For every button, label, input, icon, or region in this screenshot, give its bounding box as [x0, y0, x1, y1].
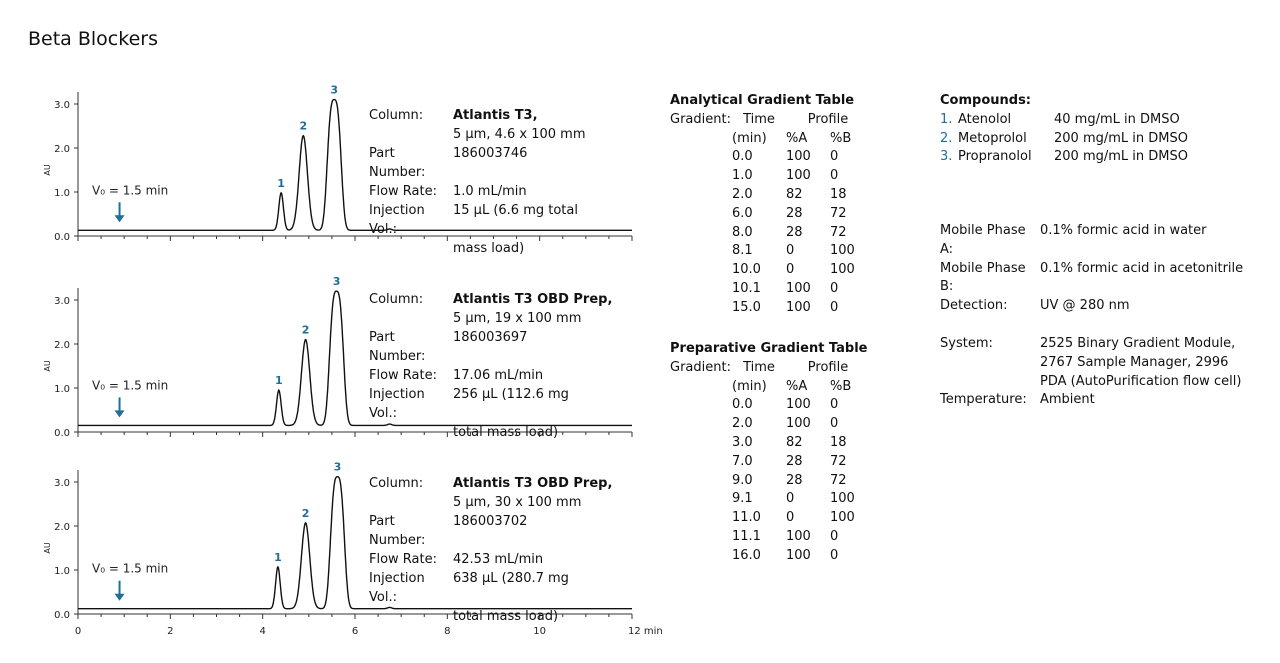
- percent-b-cell: 100: [830, 262, 855, 278]
- y-tick-label: 0.0: [54, 428, 70, 439]
- percent-a-cell: 0: [786, 510, 795, 526]
- peak-label: 2: [299, 119, 308, 133]
- down-arrow-icon: [115, 410, 125, 417]
- y-tick-label: 3.0: [54, 296, 70, 307]
- time-cell: 2.0: [732, 186, 753, 202]
- peak-label: 3: [332, 275, 341, 289]
- column-spec: 5 μm, 30 x 100 mm: [453, 495, 582, 510]
- a-label: %A: [786, 378, 808, 394]
- temperature-value: Ambient: [1040, 392, 1095, 408]
- table-row: [670, 186, 870, 205]
- flow-value: 42.53 mL/min: [453, 552, 544, 567]
- percent-a-cell: 28: [786, 205, 803, 221]
- percent-a-cell: 100: [786, 280, 811, 296]
- y-tick-label: 1.0: [54, 188, 70, 199]
- percent-b-cell: 18: [830, 434, 847, 450]
- peak-label: 1: [277, 176, 285, 190]
- temperature-key: Temperature:: [940, 392, 1027, 408]
- conditions-block: [940, 222, 1243, 410]
- gradient-label: Gradient:: [670, 111, 731, 127]
- down-arrow-icon: [115, 215, 125, 222]
- table-row: [670, 224, 870, 243]
- percent-a-cell: 100: [786, 168, 811, 184]
- injection-key: Injection Vol.:: [369, 203, 425, 237]
- peak-label: 1: [274, 550, 282, 564]
- x-tick-label: 2: [167, 626, 174, 637]
- percent-a-cell: 28: [786, 453, 803, 469]
- profile-label: Profile: [807, 359, 849, 375]
- y-axis-label: AU: [43, 542, 52, 554]
- y-tick-label: 2.0: [54, 144, 70, 155]
- profile-label: Profile: [807, 111, 849, 127]
- compound-name: Metoprolol: [958, 130, 1027, 146]
- percent-a-cell: 28: [786, 472, 803, 488]
- peak-label: 1: [274, 374, 283, 388]
- y-tick-label: 1.0: [54, 384, 70, 395]
- time-cell: 0.0: [732, 397, 753, 413]
- v0-label: V₀ = 1.5 min: [92, 561, 169, 576]
- down-arrow-icon: [115, 594, 125, 601]
- y-tick-label: 2.0: [54, 340, 70, 351]
- percent-b-cell: 72: [830, 224, 847, 240]
- column-spec: 5 μm, 4.6 x 100 mm: [453, 127, 586, 142]
- time-label: Time: [743, 359, 775, 375]
- peak-label: 3: [333, 460, 342, 474]
- flow-value: 17.06 mL/min: [453, 368, 544, 383]
- compounds-block: [940, 92, 1188, 167]
- column-spec: 5 μm, 19 x 100 mm: [453, 311, 582, 326]
- percent-a-cell: 0: [786, 243, 795, 259]
- compound-item: [940, 130, 1188, 149]
- percent-a-cell: 100: [786, 397, 811, 413]
- b-label: %B: [830, 130, 852, 146]
- system-key: System:: [940, 335, 993, 351]
- injection-value: 638 μL (280.7 mg: [453, 571, 569, 586]
- part-value: 186003746: [453, 146, 528, 161]
- peak-label: 2: [301, 323, 310, 337]
- time-cell: 15.0: [732, 299, 761, 315]
- system-value-cont: 2767 Sample Manager, 2996: [1040, 354, 1229, 370]
- panel-1-info: [369, 106, 586, 258]
- percent-b-cell: 0: [830, 397, 839, 413]
- flow-key: Flow Rate:: [369, 368, 437, 383]
- table-row: [670, 167, 870, 186]
- percent-b-cell: 0: [830, 149, 839, 165]
- part-key: Part Number:: [369, 330, 426, 364]
- compound-number: 2.: [940, 130, 953, 146]
- peak-label: 3: [330, 83, 339, 97]
- table-title: Preparative Gradient Table: [670, 341, 868, 356]
- injection-key: Injection Vol.:: [369, 387, 425, 421]
- x-tick-label: 8: [444, 626, 451, 637]
- panel-3-info: [369, 474, 612, 626]
- injection-value: 256 μL (112.6 mg: [453, 387, 569, 402]
- y-axis-label: AU: [43, 360, 52, 372]
- compound-name: Atenolol: [958, 111, 1012, 127]
- v0-label: V₀ = 1.5 min: [92, 378, 169, 393]
- table-row: [670, 396, 870, 415]
- flow-value: 1.0 mL/min: [453, 184, 527, 199]
- table-row: [670, 205, 870, 224]
- compound-conc: 200 mg/mL in DMSO: [1054, 149, 1188, 165]
- percent-b-cell: 0: [830, 280, 839, 296]
- unit-label: (min): [732, 130, 767, 146]
- percent-a-cell: 28: [786, 224, 803, 240]
- injection-value-cont: mass load): [453, 241, 525, 256]
- percent-b-cell: 100: [830, 243, 855, 259]
- table-row: [670, 299, 870, 318]
- compounds-title: Compounds:: [940, 93, 1032, 108]
- column-value: Atlantis T3,: [453, 108, 538, 123]
- detection-key: Detection:: [940, 298, 1008, 314]
- x-tick-label: 0: [74, 626, 82, 637]
- compound-conc: 200 mg/mL in DMSO: [1054, 130, 1188, 146]
- part-key: Part Number:: [369, 514, 426, 548]
- y-tick-label: 3.0: [54, 100, 70, 111]
- time-cell: 3.0: [732, 434, 753, 450]
- time-cell: 11.0: [732, 510, 761, 526]
- column-key: Column:: [369, 476, 424, 491]
- table-row: [670, 509, 870, 528]
- compound-name: Propranolol: [958, 149, 1032, 165]
- time-cell: 8.1: [732, 243, 753, 259]
- percent-a-cell: 100: [786, 547, 811, 563]
- table-row: [670, 261, 870, 280]
- compound-item: [940, 148, 1188, 167]
- part-value: 186003702: [453, 514, 528, 529]
- y-tick-label: 1.0: [54, 566, 70, 577]
- table-row: [670, 148, 870, 167]
- compound-item: [940, 111, 1188, 130]
- x-tick-label: 12 min: [628, 626, 663, 637]
- percent-b-cell: 72: [830, 472, 847, 488]
- table-title: Analytical Gradient Table: [670, 93, 855, 108]
- system-value-cont: PDA (AutoPurification flow cell): [1040, 373, 1242, 389]
- column-key: Column:: [369, 292, 424, 307]
- table-row: [670, 453, 870, 472]
- x-tick-label: 6: [351, 626, 359, 637]
- time-cell: 9.0: [732, 472, 753, 488]
- percent-a-cell: 100: [786, 528, 811, 544]
- injection-value-cont: total mass load): [453, 609, 559, 624]
- table-row: [670, 528, 870, 547]
- mobile-phase-a-key: Mobile Phase A:: [940, 223, 1026, 257]
- x-tick-label: 4: [259, 626, 266, 637]
- time-cell: 1.0: [732, 168, 753, 184]
- time-cell: 7.0: [732, 453, 753, 469]
- v0-label: V₀ = 1.5 min: [92, 183, 169, 198]
- percent-b-cell: 0: [830, 547, 839, 563]
- compound-number: 1.: [940, 111, 953, 127]
- peak-label: 2: [301, 506, 310, 520]
- compound-number: 3.: [940, 149, 953, 165]
- injection-value-cont: total mass load): [453, 425, 559, 440]
- column-value: Atlantis T3 OBD Prep,: [453, 476, 613, 491]
- percent-a-cell: 0: [786, 491, 795, 507]
- system-value: 2525 Binary Gradient Module,: [1040, 335, 1236, 351]
- detection-value: UV @ 280 nm: [1040, 298, 1130, 314]
- time-label: Time: [743, 111, 775, 127]
- time-cell: 10.0: [732, 262, 761, 278]
- page-title: Beta Blockers: [28, 28, 158, 50]
- percent-b-cell: 0: [830, 299, 839, 315]
- part-value: 186003697: [453, 330, 528, 345]
- y-axis-label: AU: [43, 164, 52, 176]
- gradient-label: Gradient:: [670, 359, 731, 375]
- column-value: Atlantis T3 OBD Prep,: [453, 292, 613, 307]
- b-label: %B: [830, 378, 852, 394]
- preparative-gradient-table: [670, 340, 870, 566]
- injection-key: Injection Vol.:: [369, 571, 425, 605]
- table-row: [670, 547, 870, 566]
- percent-b-cell: 0: [830, 416, 839, 432]
- mobile-phase-b-key: Mobile Phase B:: [940, 260, 1026, 295]
- compound-conc: 40 mg/mL in DMSO: [1054, 111, 1180, 127]
- time-cell: 8.0: [732, 224, 753, 240]
- time-cell: 2.0: [732, 416, 753, 432]
- a-label: %A: [786, 130, 808, 146]
- y-tick-label: 2.0: [54, 522, 70, 533]
- mobile-phase-a-value: 0.1% formic acid in water: [1040, 223, 1207, 238]
- time-cell: 10.1: [732, 280, 761, 296]
- flow-key: Flow Rate:: [369, 552, 437, 567]
- flow-key: Flow Rate:: [369, 184, 437, 199]
- table-row: [670, 490, 870, 509]
- percent-a-cell: 82: [786, 434, 803, 450]
- table-row: [670, 242, 870, 261]
- mobile-phase-b-value: 0.1% formic acid in acetonitrile: [1040, 260, 1244, 276]
- part-key: Part Number:: [369, 146, 426, 180]
- table-row: [670, 415, 870, 434]
- percent-b-cell: 72: [830, 453, 847, 469]
- percent-a-cell: 100: [786, 299, 811, 315]
- analytical-gradient-table: [670, 92, 870, 318]
- time-cell: 0.0: [732, 149, 753, 165]
- table-row: [670, 280, 870, 299]
- percent-b-cell: 100: [830, 510, 855, 526]
- percent-a-cell: 100: [786, 149, 811, 165]
- percent-a-cell: 0: [786, 262, 795, 278]
- percent-b-cell: 0: [830, 168, 839, 184]
- time-cell: 11.1: [732, 528, 761, 544]
- percent-b-cell: 100: [830, 491, 855, 507]
- percent-b-cell: 18: [830, 186, 847, 202]
- percent-a-cell: 82: [786, 186, 803, 202]
- unit-label: (min): [732, 378, 767, 394]
- percent-a-cell: 100: [786, 416, 811, 432]
- injection-value: 15 μL (6.6 mg total: [453, 203, 578, 218]
- time-cell: 16.0: [732, 547, 761, 563]
- y-tick-label: 0.0: [54, 610, 70, 621]
- percent-b-cell: 72: [830, 205, 847, 221]
- time-cell: 9.1: [732, 491, 753, 507]
- y-tick-label: 0.0: [54, 232, 70, 243]
- x-tick-label: 10: [533, 626, 547, 637]
- column-key: Column:: [369, 108, 424, 123]
- table-row: [670, 472, 870, 491]
- y-tick-label: 3.0: [54, 478, 70, 489]
- time-cell: 6.0: [732, 205, 753, 221]
- percent-b-cell: 0: [830, 528, 839, 544]
- table-row: [670, 434, 870, 453]
- panel-2-info: [369, 290, 612, 442]
